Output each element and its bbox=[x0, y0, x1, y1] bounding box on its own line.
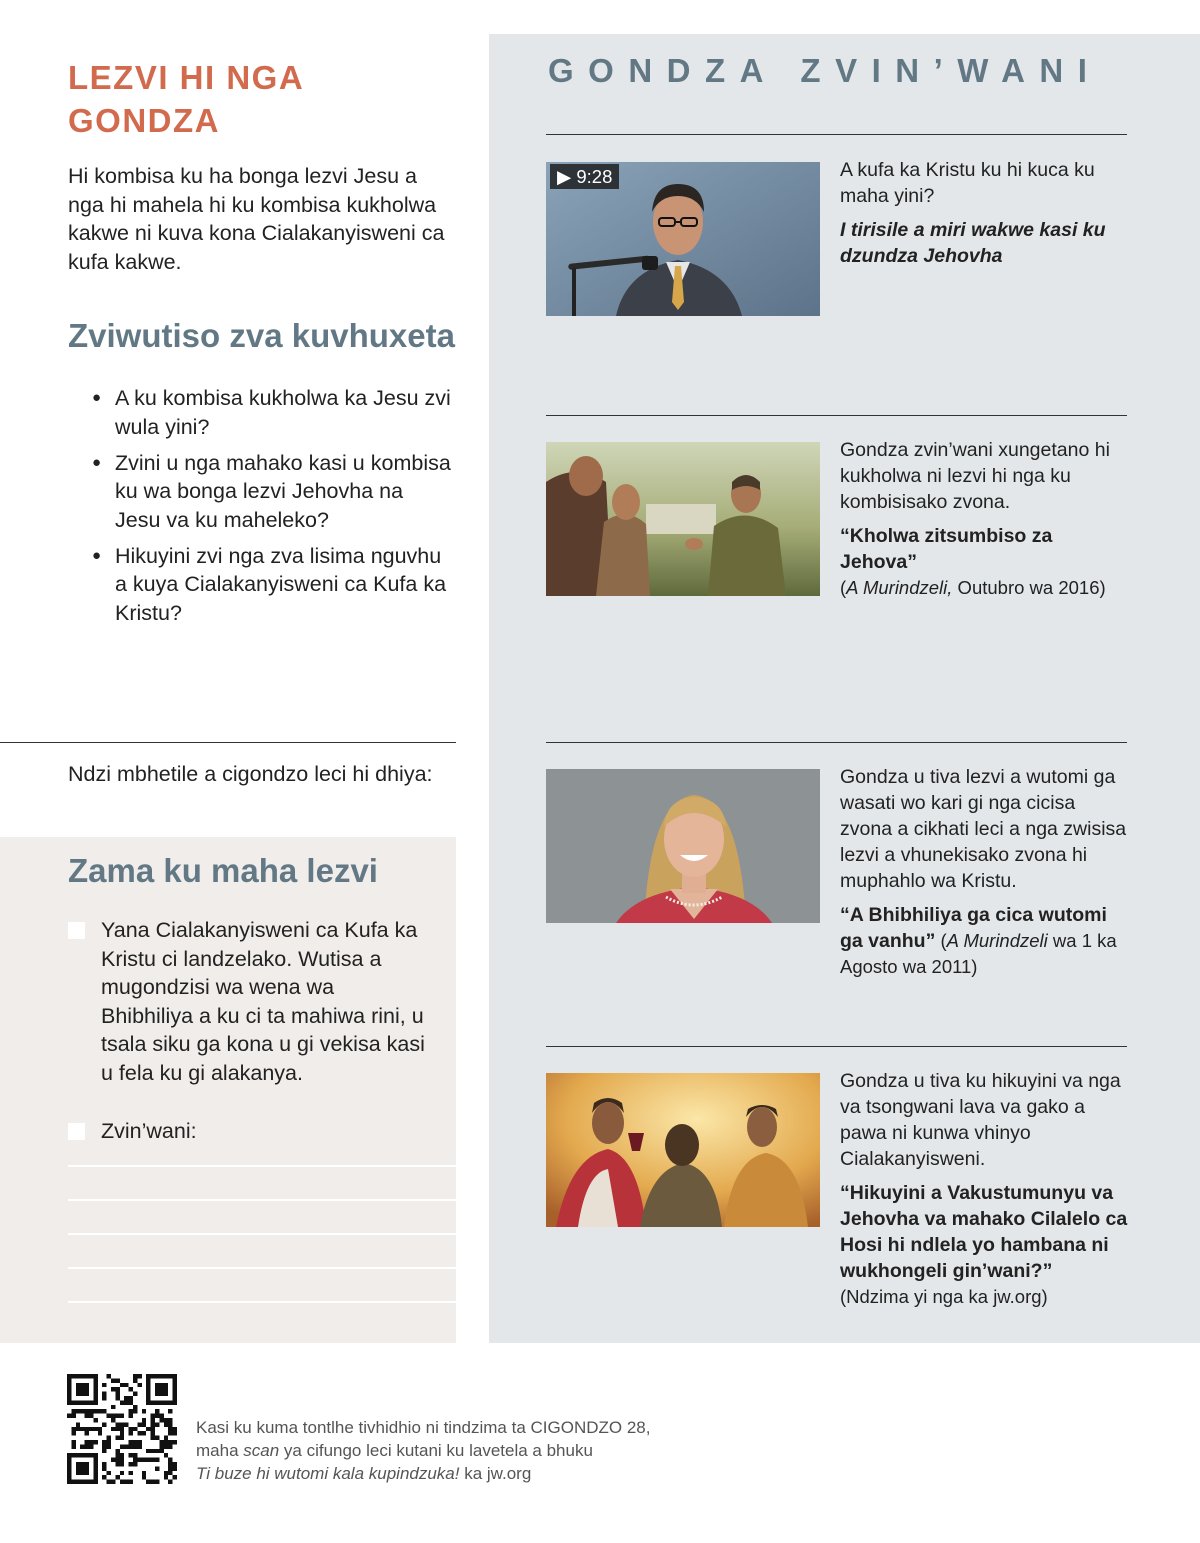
study-item-intro: A kufa ka Kristu ku hi kuca ku maha yini? bbox=[840, 159, 1095, 207]
goal-checkbox[interactable] bbox=[68, 922, 85, 939]
write-line[interactable] bbox=[68, 1165, 456, 1167]
review-title: Zviwutiso zva kuvhuxeta bbox=[68, 317, 455, 354]
study-item-description bbox=[840, 1068, 1130, 1310]
study-item-description bbox=[840, 157, 1130, 269]
bullet-icon: ● bbox=[92, 389, 102, 406]
write-line[interactable] bbox=[68, 1267, 456, 1269]
completed-date-label: Ndzi mbhetile a cigondzo leci hi dhiya: bbox=[68, 762, 433, 786]
learn-intro: Hi kombisa ku ha bonga lezvi Jesu a nga hi mahela hi ku kombisa kukholwa kakwe ni kuva kona Cialakanyisweni ca kufa kakwe. bbox=[68, 164, 445, 274]
review-question: ● Hikuyini zvi nga zva lisima nguvhu a kuya Cialakanyisweni ca Kufa ka Kristu? bbox=[92, 543, 447, 625]
study-divider bbox=[546, 1046, 1127, 1047]
article-thumbnail[interactable] bbox=[546, 769, 820, 923]
bullet-icon: ● bbox=[92, 546, 102, 564]
study-item-intro: Gondza zvin’wani xungetano hi kukholwa ni lezvi hi nga ku kombisisako zvona. bbox=[840, 439, 1110, 513]
study-divider bbox=[546, 415, 1127, 416]
memorial-scene-image bbox=[546, 1073, 820, 1227]
qr-code-icon bbox=[67, 1374, 177, 1484]
study-item-intro: Gondza u tiva lezvi a wutomi ga wasati wo kari gi nga cicisa zvona a cikhati leci a nga zwisisa lezvi a vhunekisako zvona hi muphahlo wa Kristu. bbox=[840, 766, 1127, 892]
learn-title: LEZVI HI NGA GONDZA bbox=[68, 59, 303, 139]
review-question: ● A ku kombisa kukholwa ka Jesu zvi wula yini? bbox=[92, 386, 451, 439]
play-icon: ▶ bbox=[557, 166, 572, 187]
study-divider bbox=[546, 134, 1127, 135]
article-thumbnail[interactable] bbox=[546, 1073, 820, 1227]
goals-title: Zama ku maha lezvi bbox=[68, 852, 378, 889]
review-question: ● Zvini u nga mahako kasi u kombisa ku wa bonga lezvi Jehovha na Jesu va ku maheleko? bbox=[92, 450, 451, 532]
study-item-description bbox=[840, 764, 1130, 980]
write-line[interactable] bbox=[68, 1199, 456, 1201]
goal-item-other bbox=[68, 1117, 428, 1147]
study-item-description bbox=[840, 437, 1130, 601]
goal-other-label: Zvin’wani: bbox=[101, 1119, 197, 1143]
goal-text: Yana Cialakanyisweni ca Kufa ka Kristu ci landzelako. Wutisa a mugondzisi wa wena wa Bhibhiliya a ku ci ta mahiwa rini, u tsala siku ga kona u gi vekisa kasi u fela ku gi alakanya. bbox=[101, 918, 425, 1085]
footer-note: Kasi ku kuma tontlhe tivhidhio ni tindzima ta CIGONDZO 28, maha scan ya cifungo leci kutani ku lavetela a bhuku Ti buze hi wutomi kala kupindzuka! ka jw.org bbox=[196, 1418, 651, 1483]
bullet-icon: ● bbox=[92, 453, 102, 471]
goal-item bbox=[68, 916, 428, 1091]
study-item-source: (Ndzima yi nga ka jw.org) bbox=[840, 1286, 1048, 1307]
section-divider bbox=[0, 742, 456, 743]
study-item-intro: Gondza u tiva ku hikuyini va nga va tsongwani lava va gako a pawa ni kunwa vhinyo Cialakanyisweni. bbox=[840, 1070, 1121, 1170]
video-thumbnail[interactable] bbox=[546, 162, 820, 316]
article-thumbnail[interactable] bbox=[546, 442, 820, 596]
study-item-link[interactable]: “Kholwa zitsumbiso za Jehova” bbox=[840, 525, 1053, 573]
qr-code[interactable] bbox=[67, 1374, 177, 1484]
study-item-link[interactable]: I tirisile a miri wakwe kasi ku dzundza Jehovha bbox=[840, 219, 1106, 267]
woman-portrait-image bbox=[546, 769, 820, 923]
study-title: GONDZA ZVIN’WANI bbox=[548, 52, 1102, 89]
video-duration-badge: ▶ 9:28 bbox=[550, 164, 619, 189]
review-questions bbox=[92, 384, 452, 635]
bible-scene-image bbox=[546, 442, 820, 596]
study-item-link[interactable]: “Hikuyini a Vakustumunyu va Jehovha va mahako Cilalelo ca Hosi hi ndlela yo hambana ni wukhongeli gin’wani?” bbox=[840, 1182, 1128, 1282]
study-item-source: (A Murindzeli, Outubro wa 2016) bbox=[840, 577, 1106, 598]
write-line[interactable] bbox=[68, 1233, 456, 1235]
goal-checkbox[interactable] bbox=[68, 1123, 85, 1140]
write-line[interactable] bbox=[68, 1301, 456, 1303]
study-divider bbox=[546, 742, 1127, 743]
study-item-link[interactable]: “A Bhibhiliya ga cica wutomi ga vanhu” (A Murindzeli wa 1 ka Agosto wa 2011) bbox=[840, 904, 1117, 977]
